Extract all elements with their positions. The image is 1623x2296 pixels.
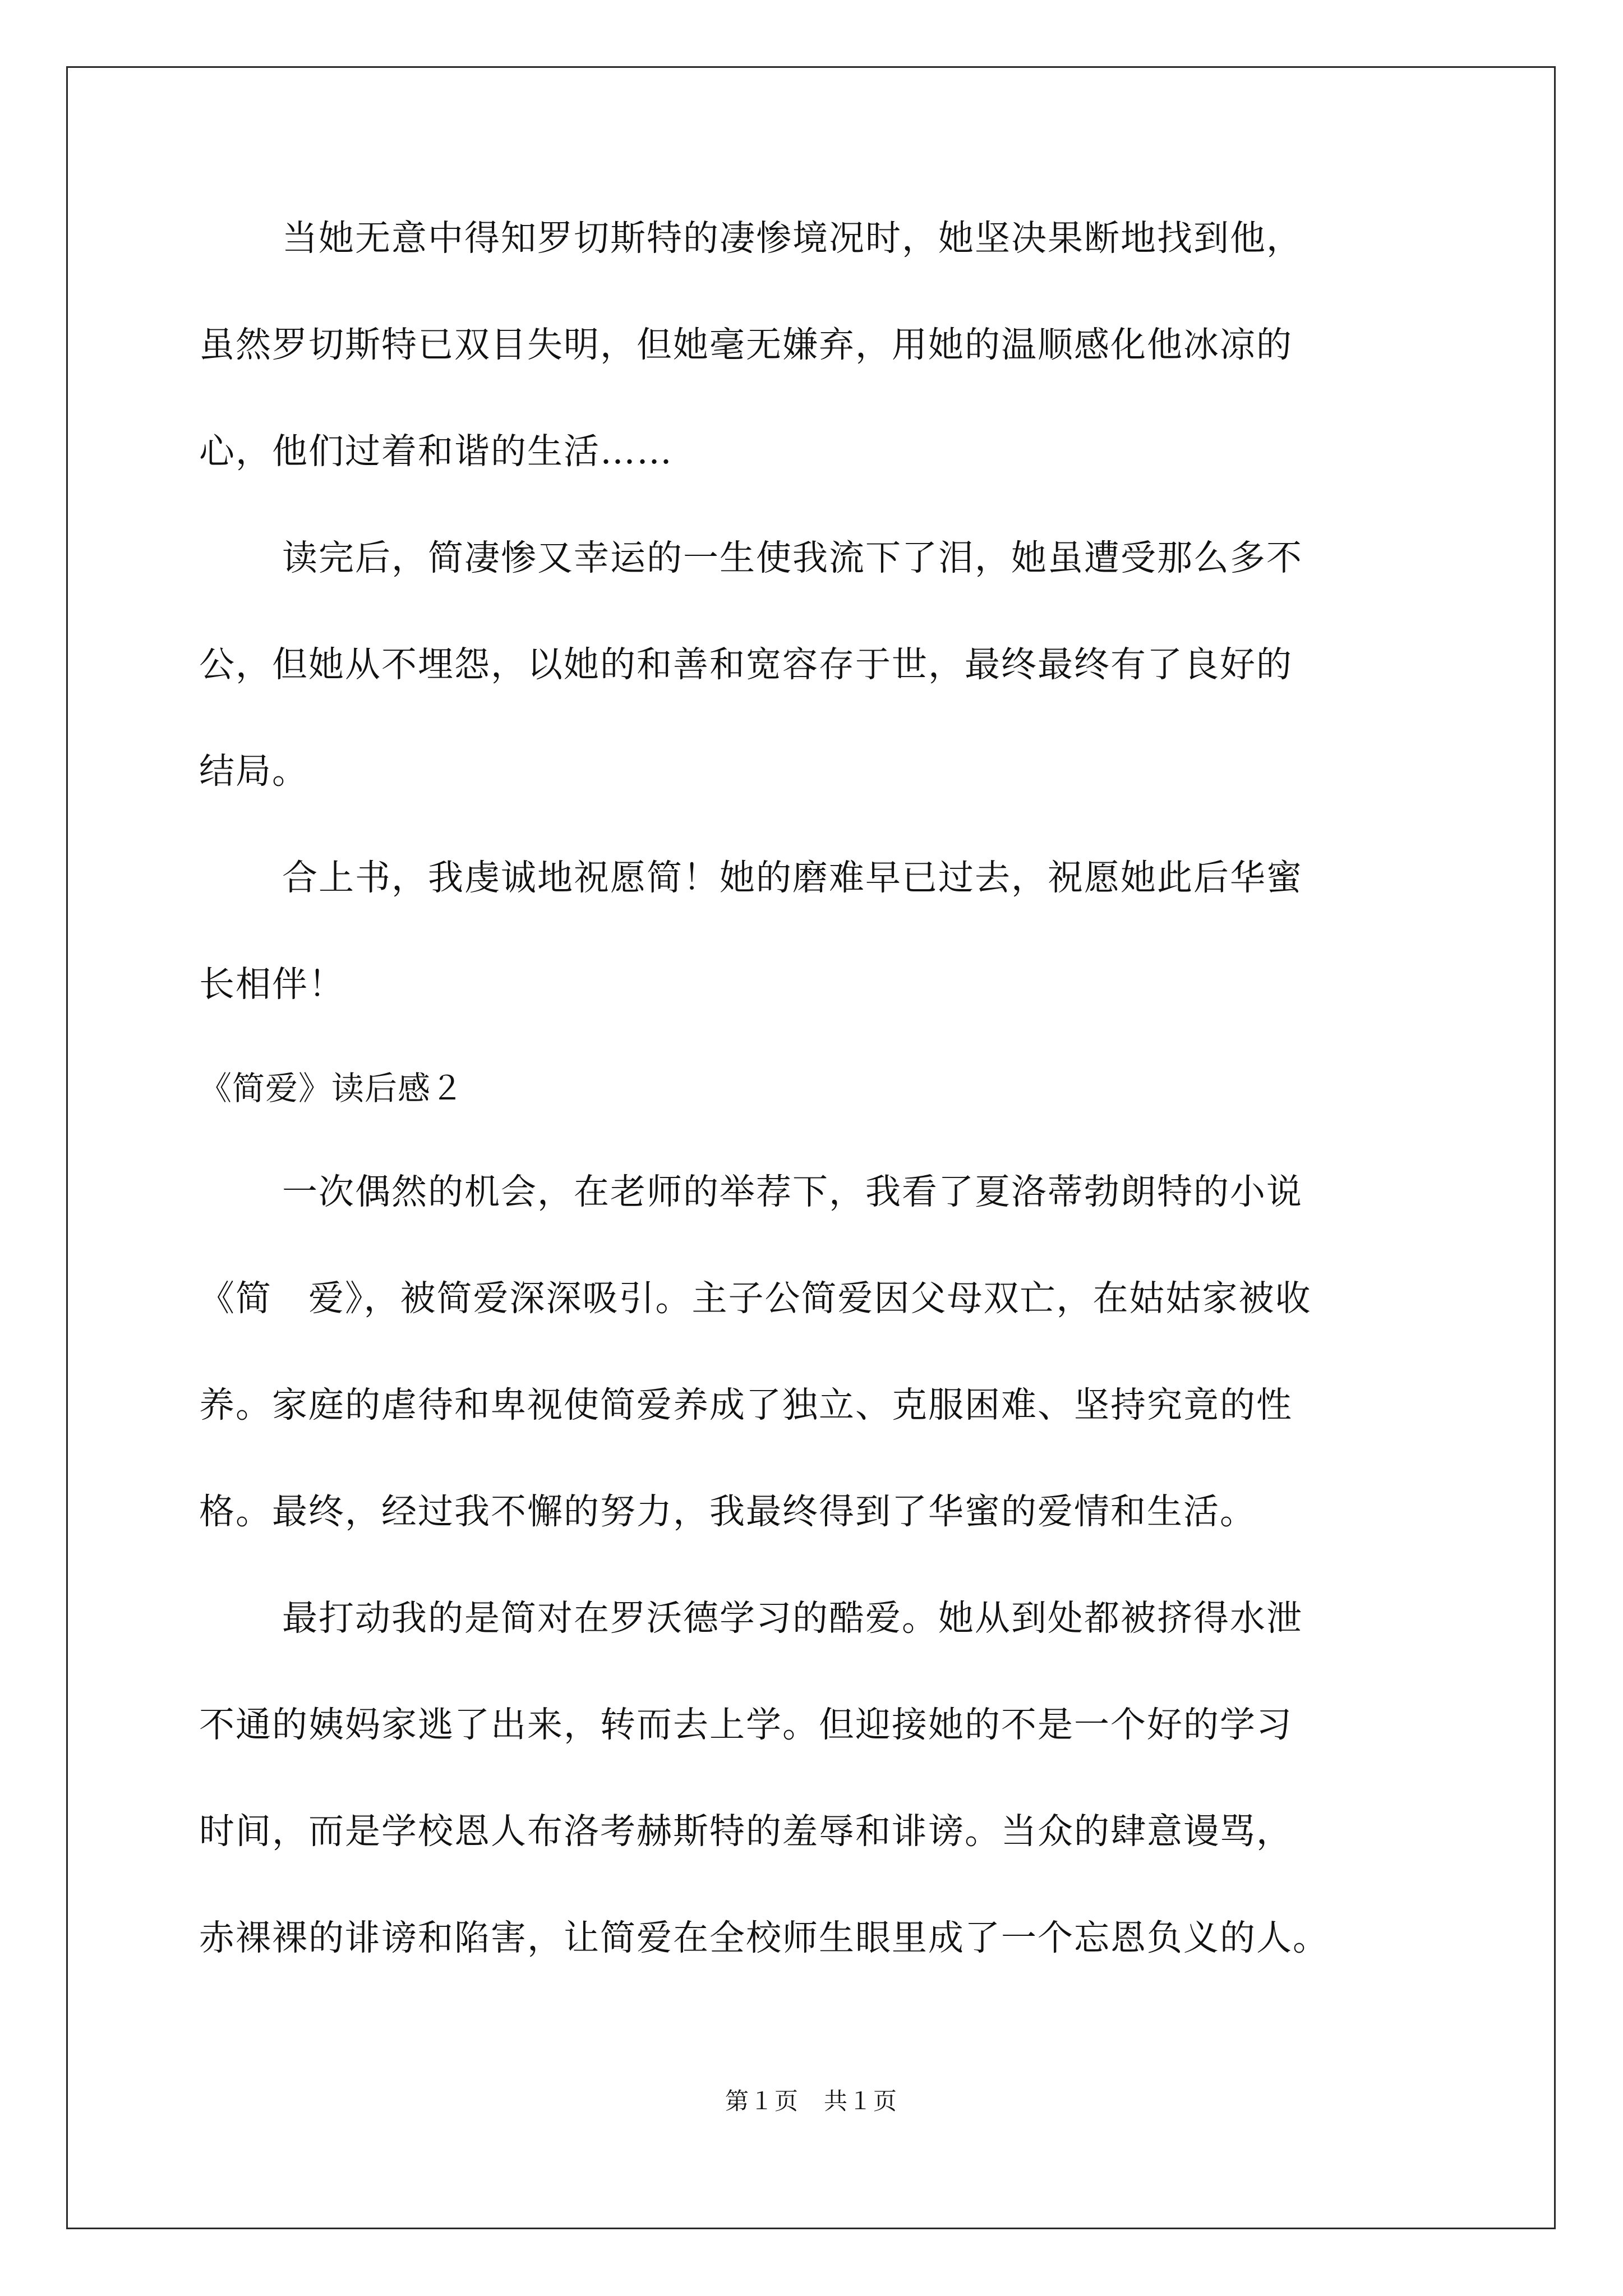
page-frame (66, 66, 1556, 2229)
page-number-footer: 第１页 共１页 (725, 2087, 898, 2115)
paragraph-line: 虽然罗切斯特已双目失明，但她毫无嫌弃，用她的温顺感化他冰凉的 (199, 324, 1293, 365)
paragraph-line: 不通的姨妈家逃了出来，转而去上学。但迎接她的不是一个好的学习 (199, 1704, 1293, 1745)
paragraph-line: 合上书，我虔诚地祝愿简！她的磨难早已过去，祝愿她此后华蜜 (282, 857, 1303, 898)
paragraph-line: 心，他们过着和谐的生活…… (199, 431, 673, 472)
section-heading: 《简爱》读后感２ (199, 1069, 464, 1107)
paragraph-line: 格。最终，经过我不懈的努力，我最终得到了华蜜的爱情和生活。 (199, 1491, 1256, 1532)
paragraph-line: 时间，而是学校恩人布洛考赫斯特的羞辱和诽谤。当众的肆意谩骂， (199, 1811, 1293, 1852)
paragraph-line: 养。家庭的虐待和卑视使简爱养成了独立、克服困难、坚持究竟的性 (199, 1384, 1293, 1425)
paragraph-line: 结局。 (199, 751, 308, 792)
paragraph-line: 一次偶然的机会，在老师的举荐下，我看了夏洛蒂勃朗特的小说 (282, 1171, 1303, 1212)
paragraph-line: 最打动我的是简对在罗沃德学习的酷爱。她从到处都被挤得水泄 (282, 1598, 1303, 1639)
paragraph-line: 公，但她从不埋怨，以她的和善和宽容存于世，最终最终有了良好的 (199, 644, 1293, 685)
paragraph-line: 长相伴！ (199, 964, 345, 1005)
paragraph-line: 《简 爱》，被简爱深深吸引。主子公简爱因父母双亡，在姑姑家被收 (199, 1278, 1312, 1319)
paragraph-line: 读完后，简凄惨又幸运的一生使我流下了泪，她虽遭受那么多不 (282, 537, 1303, 578)
paragraph-line: 当她无意中得知罗切斯特的凄惨境况时，她坚决果断地找到他， (282, 218, 1303, 259)
paragraph-line: 赤裸裸的诽谤和陷害，让简爱在全校师生眼里成了一个忘恩负义的人。 (199, 1917, 1329, 1958)
